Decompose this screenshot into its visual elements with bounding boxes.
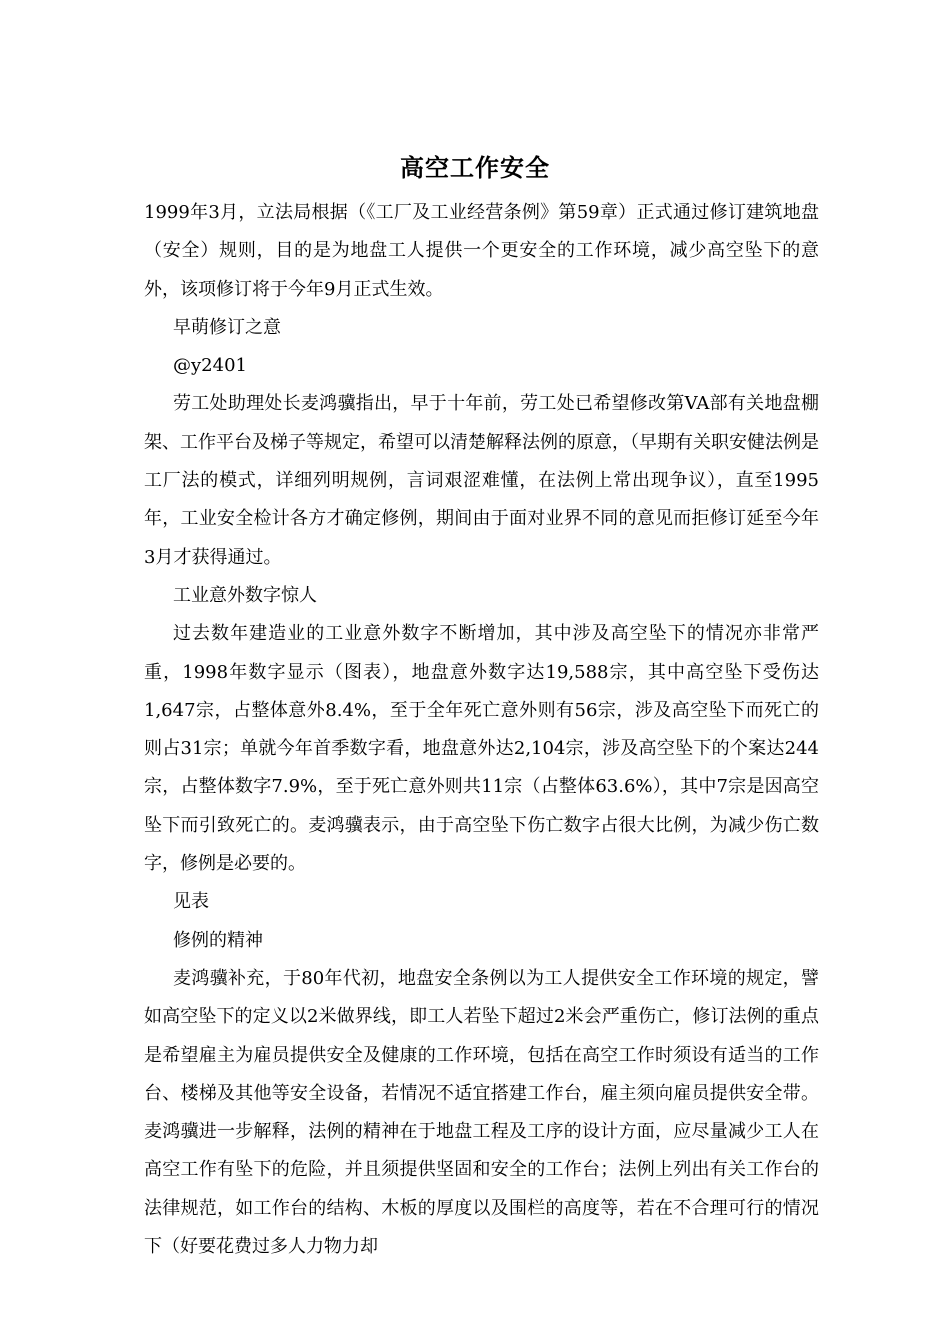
paragraph-labour-dept: 劳工处助理处长麦鸿骥指出，早于十年前，劳工处已希望修改第VA部有关地盘棚架、工作平台及梯子等规定，希望可以清楚解释法例的原意，（早期有关职安健法例是工厂法的模式，详细列明规例，言词艰涩难懂，在法例上常出现争议），直至1995年，工业安全检计各方才确定修例，期间由于面对业界不同的意见而拒修订延至今年3月才获得通过。 [144,393,819,568]
see-table-note: 见表 [173,891,209,913]
paragraph-accident-stats: 过去数年建造业的工业意外数字不断增加，其中涉及高空坠下的情况亦非常严重，1998年数字显示（图表），地盘意外数字达19,588宗，其中高空坠下受伤达1,647宗，占整体意外8.4%，至于全年死亡意外则有56宗，涉及高空坠下而死亡的则占31宗；单就今年首季数字看，地盘意外达2,104宗，涉及高空坠下的个案达244宗，占整体数字7.9%，至于死亡意外则共11宗（占整体63.6%），其中7宗是因高空坠下而引致死亡的。麦鸿骥表示，由于高空坠下伤亡数字占很大比例，为减少伤亡数字，修例是必要的。 [144,623,819,875]
document-title: 高空工作安全 [400,153,550,182]
section-heading-accident-figures: 工业意外数字惊人 [173,584,317,606]
section-heading-spirit: 修例的精神 [173,929,263,951]
paragraph-intro: 1999年3月，立法局根据（《工厂及工业经营条例》第59章）正式通过修订建筑地盘（安全）规则，目的是为地盘工人提供一个更安全的工作环境，减少高空坠下的意外，该项修订将于今年9月正式生效。 [144,202,819,300]
section-code: @y2401 [173,355,247,377]
paragraph-spirit-of-law: 麦鸿骥补充，于80年代初，地盘安全条例以为工人提供安全工作环境的规定，譬如高空坠下的定义以2米做界线，即工人若坠下超过2米会严重伤亡，修订法例的重点是希望雇主为雇员提供安全及健康的工作环境，包括在高空工作时须设有适当的工作台、楼梯及其他等安全设备，若情况不适宜搭建工作台，雇主须向雇员提供安全带。麦鸿骥进一步解释，法例的精神在于地盘工程及工序的设计方面，应尽量减少工人在高空工作有坠下的危险，并且须提供坚固和安全的工作台；法例上列出有关工作台的法律规范，如工作台的结构、木板的厚度以及围栏的高度等，若在不合理可行的情况下（好要花费过多人力物力却 [144,967,819,1258]
section-heading-origin: 早萌修订之意 [173,316,281,338]
document-body [144,194,819,1266]
